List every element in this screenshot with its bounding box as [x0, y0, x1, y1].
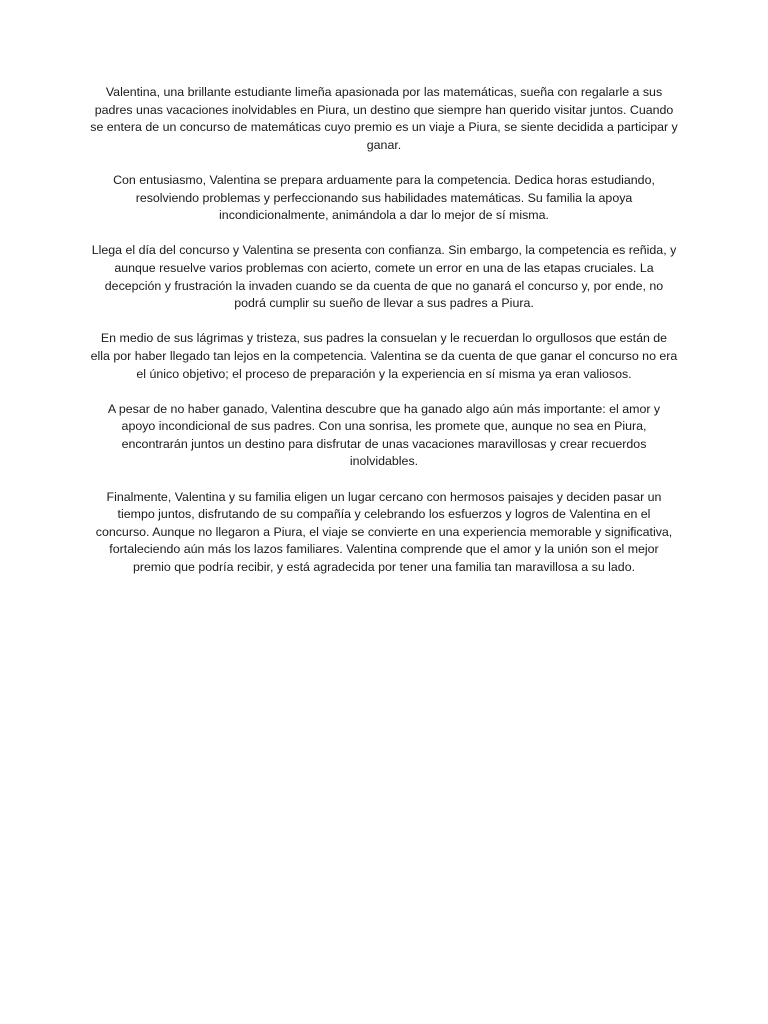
paragraph-5: A pesar de no haber ganado, Valentina descubre que ha ganado algo aún más importante: el amor y apoyo incondicional de sus padres. Con una sonrisa, les promete que, aunque no sea en Piura, encontrarán juntos un destino para disfrutar de unas vacaciones maravillosas y crear recuerdos inolvidables.: [107, 401, 661, 469]
paragraph-2: Con entusiasmo, Valentina se prepara arduamente para la competencia. Dedica horas estudiando, resolviendo problemas y perfeccionando sus habilidades matemáticas. Su familia la apoya incondicionalmente, animándola a dar lo mejor de sí misma.: [113, 172, 655, 223]
paragraph-6: Finalmente, Valentina y su familia eligen un lugar cercano con hermosos paisajes y deciden pasar un tiempo juntos, disfrutando de su compañía y celebrando los esfuerzos y logros de Valentina en el concurso. Aunque no llegaron a Piura, el viaje se convierte en una experiencia memorable y significativa, fortaleciendo aún más los lazos familiares. Valentina comprende que el amor y la unión son el mejor premio que podría recibir, y está agradecida por tener una familia tan maravillosa a su lado.: [95, 489, 673, 575]
paragraph-3: Llega el día del concurso y Valentina se presenta con confianza. Sin embargo, la competencia es reñida, y aunque resuelve varios problemas con acierto, comete un error en una de las etapas cruciales. La decepción y frustración la invaden cuando se da cuenta de que no ganará el concurso y, por ende, no podrá cumplir su sueño de llevar a sus padres a Piura.: [91, 243, 677, 311]
document-body: [90, 84, 678, 577]
paragraph-1: Valentina, una brillante estudiante limeña apasionada por las matemáticas, sueña con regalarle a sus padres unas vacaciones inolvidables en Piura, un destino que siempre han querido visitar juntos. Cuando se entera de un concurso de matemáticas cuyo premio es un viaje a Piura, se siente decidida a participar y ganar.: [90, 85, 678, 152]
paragraph-4: En medio de sus lágrimas y tristeza, sus padres la consuelan y le recuerdan lo orgullosos que están de ella por haber llegado tan lejos en la competencia. Valentina se da cuenta de que ganar el concurso no era el único objetivo; el proceso de preparación y la experiencia en sí misma ya eran valiosos.: [90, 331, 678, 381]
